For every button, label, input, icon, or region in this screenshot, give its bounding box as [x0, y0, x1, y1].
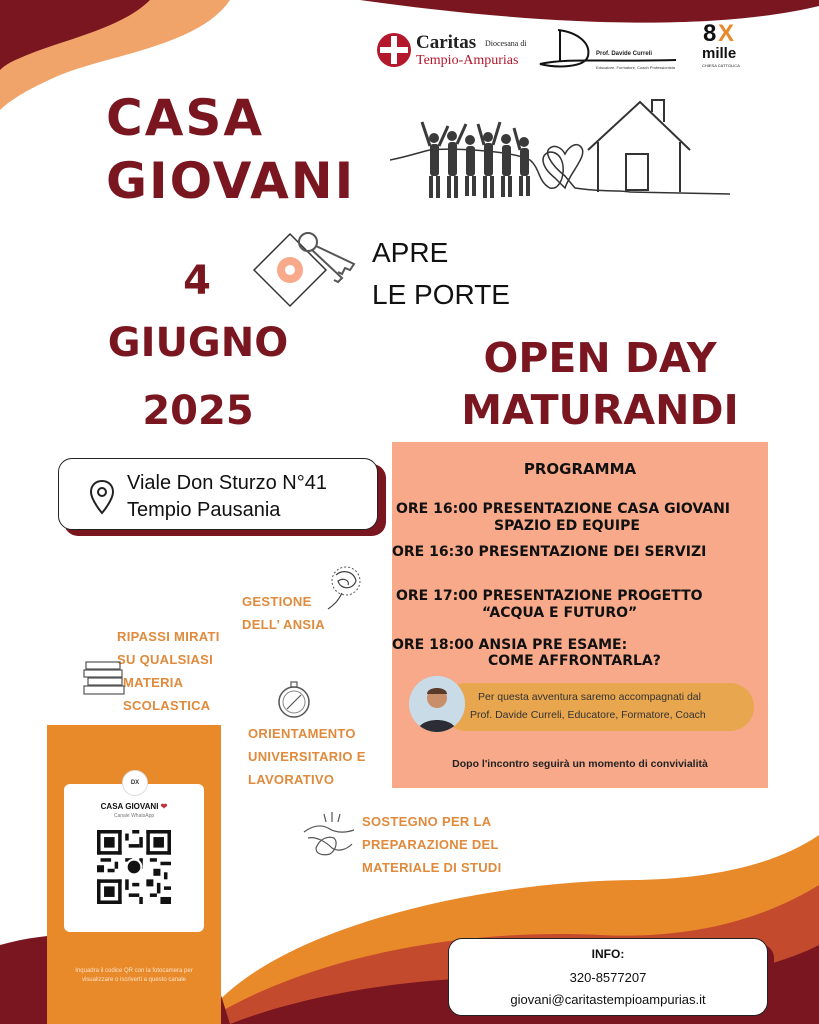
guide-line1: Per questa avventura saremo accompagnati dal: [478, 691, 701, 703]
service-ripassi-line4: SCOLASTICA: [123, 698, 211, 713]
service-ansia: [242, 590, 325, 636]
caritas-cross-icon: [376, 32, 412, 68]
helping-hands-icon: [302, 808, 358, 860]
ottox-num: 8: [703, 20, 717, 47]
whatsapp-caption: Inquadra il codice QR con la fotocamera per visualizzare o iscriverti a questo canale: [75, 968, 193, 983]
prog-item-3-line2: “ACQUA E FUTURO”: [482, 605, 638, 621]
person-photo-icon: [409, 676, 465, 732]
service-orientamento-line3: LAVORATIVO: [248, 772, 335, 787]
whatsapp-badge: [122, 770, 148, 796]
books-icon: [82, 660, 128, 696]
ottox-sub: CHIESA CATTOLICA: [702, 63, 740, 68]
info-phone[interactable]: 320-8577207: [569, 970, 647, 985]
heart-hands-icon: ❤: [160, 802, 168, 811]
service-ansia-line2: DELL’ ANSIA: [242, 617, 325, 632]
tagline-line2: LE PORTE: [372, 279, 510, 310]
keys-icon: [250, 228, 360, 308]
map-pin-icon: [89, 479, 115, 515]
programma-footer: Dopo l'incontro seguirà un momento di convivialità: [452, 758, 708, 770]
info-box: [448, 938, 768, 1016]
service-orientamento-line2: UNIVERSITARIO E: [248, 749, 366, 764]
service-ansia-line1: GESTIONE: [242, 594, 312, 609]
anxiety-scribble-icon: [322, 563, 364, 611]
tagline-line1: APRE: [372, 237, 449, 268]
address-box: [58, 458, 378, 530]
ottox-mille: mille: [702, 45, 737, 62]
whatsapp-subtitle: Canale WhatsApp: [113, 813, 155, 819]
service-ripassi-line1: RIPASSI MIRATI: [117, 629, 220, 644]
guide-avatar: [409, 676, 465, 732]
caritas-name: Caritas: [416, 32, 477, 53]
whatsapp-title: [64, 802, 204, 811]
service-sostegno: [362, 810, 502, 879]
qr-code[interactable]: [97, 830, 171, 904]
service-orientamento-line1: ORIENTAMENTO: [248, 726, 356, 741]
curreli-logo: [536, 28, 681, 74]
programma-panel: [392, 442, 768, 788]
service-sostegno-line1: SOSTEGNO PER LA: [362, 814, 492, 829]
service-orientamento: [248, 722, 366, 791]
date-year: 2025: [142, 388, 254, 434]
prog-item-3-line1: ORE 17:00 PRESENTAZIONE PROGETTO: [396, 588, 703, 604]
curreli-name: Prof. Davide Curreli: [596, 51, 653, 57]
event-line2: MATURANDI: [461, 386, 739, 434]
service-sostegno-line3: MATERIALE DI STUDI: [362, 860, 502, 875]
info-email[interactable]: giovani@caritastempioampurias.it: [510, 992, 706, 1007]
prog-item-1-line2: SPAZIO ED EQUIPE: [494, 518, 640, 534]
caritas-logo: [376, 32, 526, 74]
service-sostegno-line2: PREPARAZIONE DEL: [362, 837, 499, 852]
address-line2: Tempio Pausania: [127, 499, 281, 521]
whatsapp-badge-text: DX: [130, 780, 140, 786]
date-day: 4: [183, 258, 211, 304]
service-ripassi-line2: SU QUALSIASI: [117, 652, 214, 667]
address-line1: Viale Don Sturzo N°41: [127, 472, 327, 494]
whatsapp-panel: [47, 725, 221, 1024]
info-label: INFO:: [591, 947, 625, 961]
title-line2: GIOVANI: [106, 152, 356, 210]
ottox-mille-logo: [701, 20, 751, 72]
service-ripassi-line3: MATERIA: [123, 675, 184, 690]
date-month: GIUGNO: [107, 320, 289, 366]
ottox-x: X: [718, 20, 735, 47]
title-line1: CASA: [106, 89, 265, 147]
event-line1: OPEN DAY: [483, 334, 717, 382]
prog-item-1-line1: ORE 16:00 PRESENTAZIONE CASA GIOVANI: [396, 501, 731, 517]
prog-item-4-line2: COME AFFRONTARLA?: [488, 653, 661, 669]
compass-icon: [275, 680, 313, 720]
guide-line2: Prof. Davide Curreli, Educatore, Formatore, Coach: [470, 709, 706, 721]
whatsapp-card[interactable]: [64, 780, 204, 932]
curreli-signature-icon: [536, 28, 681, 70]
community-house-illustration: [390, 92, 730, 207]
caritas-place: Tempio-Ampurias: [416, 53, 519, 68]
caritas-sub: Diocesana di: [485, 39, 527, 48]
prog-item-2-line1: ORE 16:30 PRESENTAZIONE DEI SERVIZI: [392, 544, 707, 560]
curreli-role: Educatore, Formatore, Coach Professionista: [596, 65, 675, 70]
prog-item-4-line1: ORE 18:00 ANSIA PRE ESAME:: [392, 637, 628, 653]
programma-title: PROGRAMMA: [523, 460, 637, 478]
whatsapp-title-text: CASA GIOVANI: [100, 802, 159, 811]
service-ripassi: [117, 625, 220, 717]
